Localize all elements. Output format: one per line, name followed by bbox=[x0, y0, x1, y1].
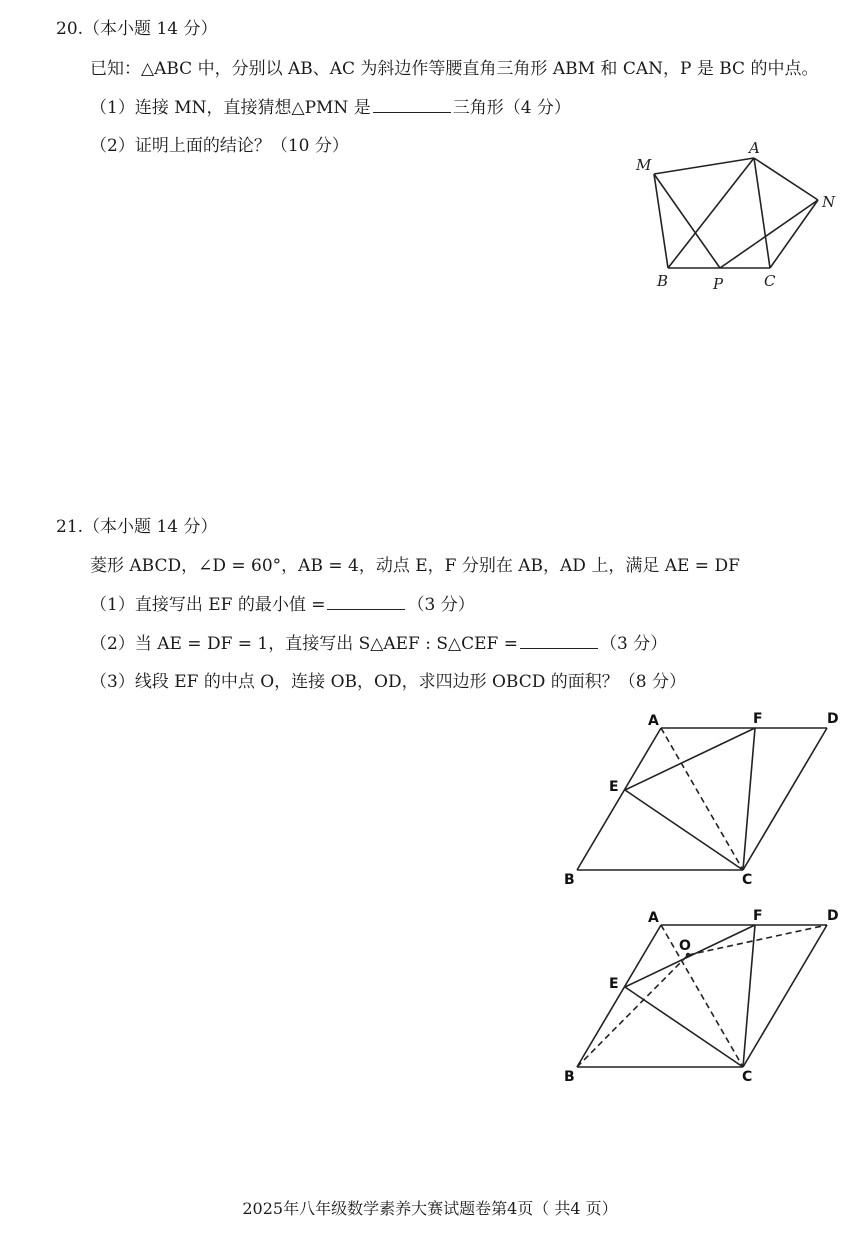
q21-part1-text: （1）直接写出 EF 的最小值 = bbox=[90, 595, 326, 615]
segment-EF bbox=[625, 925, 755, 987]
segment-EC bbox=[625, 790, 743, 870]
segment-OD-dashed bbox=[688, 925, 827, 955]
q21-part1-answer-blank[interactable] bbox=[327, 595, 405, 610]
segment-AC bbox=[754, 158, 770, 268]
page-footer: 2025年八年级数学素养大赛试题卷第4页（ 共4 页） bbox=[242, 1199, 618, 1218]
fig2-label-A: A bbox=[648, 910, 659, 926]
fig2-label-B: B bbox=[564, 1069, 575, 1085]
q20-diagram bbox=[628, 140, 843, 295]
fig2-label-F: F bbox=[753, 908, 763, 924]
label-P: P bbox=[713, 275, 724, 293]
fig2-label-E: E bbox=[609, 976, 619, 992]
q20-figure bbox=[628, 140, 843, 295]
label-M: M bbox=[636, 156, 652, 174]
fig1-label-E: E bbox=[609, 779, 619, 795]
fig1-label-C: C bbox=[742, 872, 753, 888]
label-B: B bbox=[657, 272, 669, 290]
segment-DC bbox=[743, 728, 827, 870]
label-C: C bbox=[764, 272, 776, 290]
fig2-label-C: C bbox=[742, 1069, 753, 1085]
q20-part1-points: 三角形（4 分） bbox=[452, 98, 571, 118]
segment-MP bbox=[654, 174, 720, 268]
fig1-label-A: A bbox=[648, 713, 659, 729]
fig2-label-D: D bbox=[827, 908, 839, 924]
segment-EF bbox=[625, 728, 755, 790]
fig1-label-F: F bbox=[753, 711, 763, 727]
q20-header: 20.（本小题 14 分） bbox=[56, 19, 218, 39]
fig1-label-D: D bbox=[827, 711, 839, 727]
segment-BA bbox=[577, 728, 661, 870]
q21-part1-points: （3 分） bbox=[407, 595, 475, 615]
label-N: N bbox=[822, 193, 836, 211]
label-A: A bbox=[749, 140, 760, 157]
q21-part1 bbox=[90, 594, 475, 616]
q20-part1 bbox=[90, 97, 571, 119]
segment-EC bbox=[625, 987, 743, 1067]
q21-given-text: 菱形 ABCD，∠D = 60°，AB = 4，动点 E，F 分别在 AB，AD 上，满足 AE = DF bbox=[90, 556, 740, 576]
q20-given-text: 已知：△ABC 中，分别以 AB、AC 为斜边作等腰直角三角形 ABM 和 CAN，P 是 BC 的中点。 bbox=[90, 59, 819, 79]
q21-part2-points: （3 分） bbox=[599, 634, 668, 654]
q21-diagram-2 bbox=[555, 902, 850, 1087]
q21-figure-2 bbox=[555, 902, 850, 1087]
q20-part2: （2）证明上面的结论？（10 分） bbox=[90, 136, 349, 156]
segment-MB bbox=[654, 174, 668, 268]
q21-part3: （3）线段 EF 的中点 O，连接 OB，OD，求四边形 OBCD 的面积？（8 分） bbox=[90, 672, 686, 692]
segment-FC bbox=[743, 728, 755, 870]
segment-AC-dashed bbox=[661, 728, 743, 870]
q21-part2-text: （2）当 AE = DF = 1，直接写出 S△AEF : S△CEF = bbox=[90, 634, 518, 654]
segment-FC bbox=[743, 925, 755, 1067]
q21-part2 bbox=[90, 633, 667, 655]
q21-diagram-1 bbox=[555, 705, 850, 890]
segment-DC bbox=[743, 925, 827, 1067]
fig2-label-O: O bbox=[679, 938, 691, 954]
q20-part1-text: （1）连接 MN，直接猜想△PMN 是 bbox=[90, 98, 371, 118]
q21-figure-1 bbox=[555, 705, 850, 890]
segment-NC bbox=[770, 200, 818, 268]
segment-AN bbox=[754, 158, 818, 200]
segment-MA bbox=[654, 158, 754, 174]
fig1-label-B: B bbox=[564, 872, 575, 888]
q21-header: 21.（本小题 14 分） bbox=[56, 517, 218, 537]
q20-answer-blank[interactable] bbox=[373, 98, 451, 113]
q21-part2-answer-blank[interactable] bbox=[520, 634, 598, 649]
